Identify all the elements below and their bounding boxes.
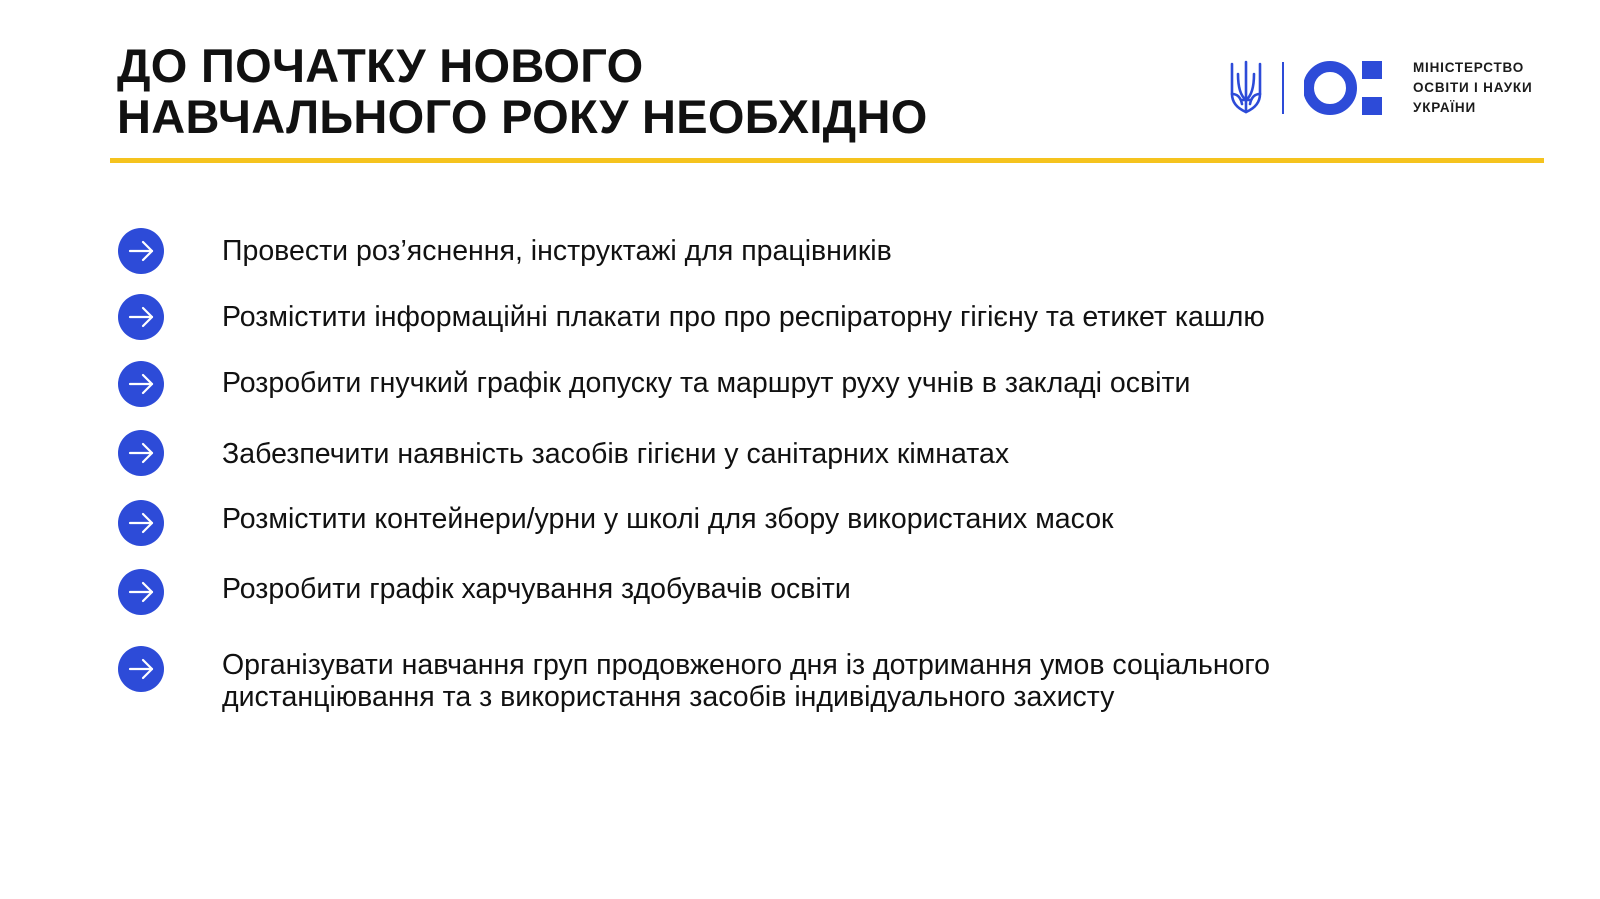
arrow-right-icon (118, 294, 164, 340)
ministry-name-line-1: МІНІСТЕРСТВО (1413, 60, 1525, 75)
arrow-right-icon (118, 430, 164, 476)
arrow-right-icon (118, 500, 164, 546)
list-item-text (222, 503, 1114, 535)
list-item-text (222, 438, 1009, 470)
list-item-text (222, 573, 851, 605)
list-item-text (222, 235, 892, 267)
list-item-text (222, 367, 1190, 399)
ministry-name-line-2: ОСВІТИ І НАУКИ (1413, 80, 1533, 95)
arrow-right-icon (118, 646, 164, 692)
list-item-text (222, 649, 1270, 713)
arrow-right-icon (118, 228, 164, 274)
list-item-line: Розробити гнучкий графік допуску та маршрут руху учнів в закладі освіти (222, 367, 1191, 399)
list-item-line: Провести роз’яснення, інструктажі для працівників (222, 235, 892, 267)
list-item-line: Розмістити контейнери/урни у школі для збору використаних масок (222, 503, 1114, 535)
title-line-1: ДО ПОЧАТКУ НОВОГО (117, 39, 644, 92)
ministry-name-line-3: УКРАЇНИ (1413, 100, 1476, 115)
arrow-right-icon (118, 361, 164, 407)
title-line-2: НАВЧАЛЬНОГО РОКУ НЕОБХІДНО (117, 90, 928, 143)
list-item-line: дистанціювання та з використання засобів індивідуального захисту (222, 681, 1115, 713)
arrow-right-icon (118, 569, 164, 615)
list-item-text (222, 301, 1265, 333)
list-item-line: Розмістити інформаційні плакати про про респіраторну гігієну та етикет кашлю (222, 301, 1265, 333)
list-item-line: Розробити графік харчування здобувачів освіти (222, 573, 851, 605)
list-item-line: Забезпечити наявність засобів гігієни у санітарних кімнатах (222, 438, 1010, 470)
list-item-line: Організувати навчання груп продовженого дня із дотримання умов соціального (222, 649, 1271, 681)
